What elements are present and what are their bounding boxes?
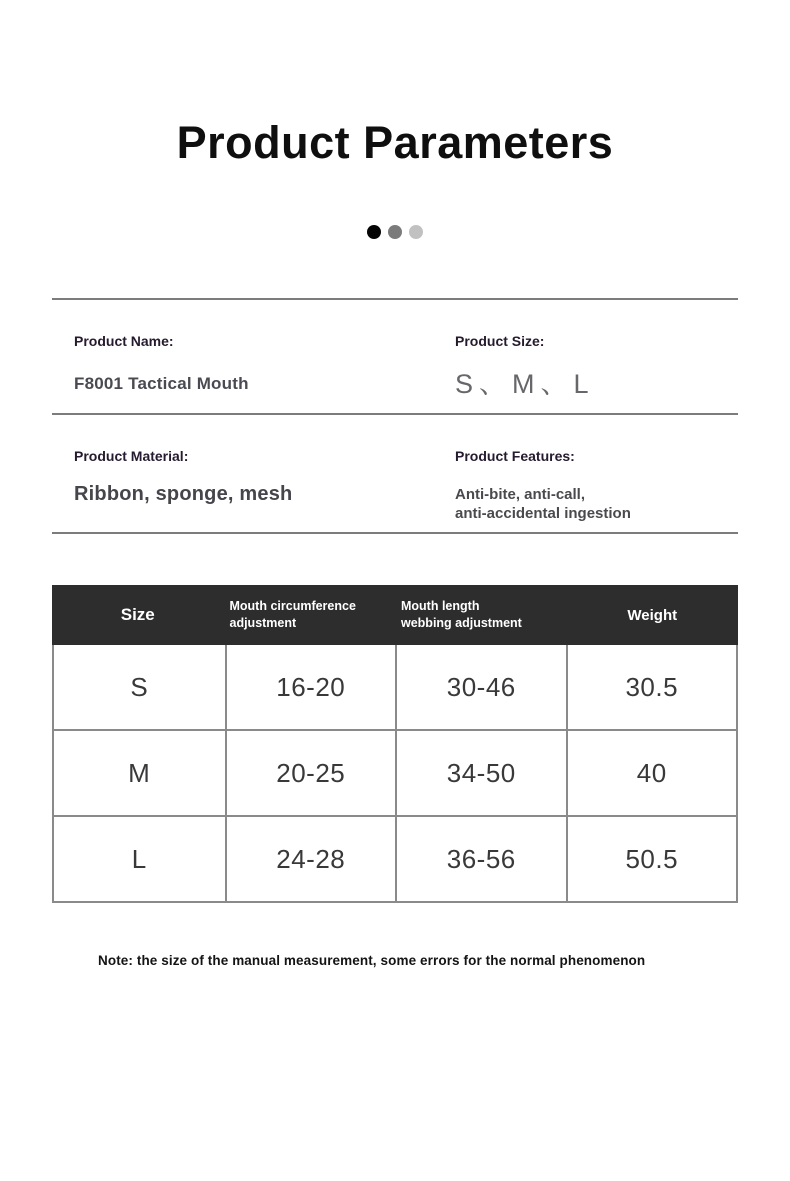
table-row-l: [54, 815, 736, 901]
cell-mouth-circumference: 16-20: [225, 645, 396, 729]
features-line-1: Anti-bite, anti-call,: [455, 486, 586, 503]
product-features-label: Product Features:: [455, 448, 575, 464]
size-table-body: [52, 645, 738, 903]
product-name-cell: [52, 300, 455, 413]
divider: [52, 532, 738, 534]
measurement-note: Note: the size of the manual measurement, some errors for the normal phenomenon: [98, 953, 646, 968]
material-features-row: [52, 415, 738, 532]
header-line: webbing adjustment: [401, 616, 522, 630]
features-line-2: anti-accidental ingestion: [455, 505, 631, 522]
product-features-cell: [455, 415, 738, 532]
carousel-dot[interactable]: [409, 225, 423, 239]
header-size: Size: [120, 605, 155, 624]
product-material-label: Product Material:: [74, 448, 189, 464]
cell-size: L: [131, 843, 147, 874]
product-size-label: Product Size:: [455, 333, 545, 349]
cell-weight: 50.5: [566, 817, 737, 901]
cell-size: M: [128, 757, 151, 788]
table-row-s: [54, 645, 736, 729]
spec-sections: [52, 298, 738, 903]
header-line: Mouth circumference: [229, 599, 356, 613]
cell-mouth-circumference: 24-28: [225, 817, 396, 901]
header-mouth-length: [395, 585, 567, 645]
carousel-dot-active[interactable]: [367, 225, 381, 239]
cell-size: S: [130, 671, 149, 702]
product-name-label: Product Name:: [74, 333, 174, 349]
name-size-row: [52, 300, 738, 413]
cell-mouth-length: 34-50: [395, 731, 566, 815]
product-size-cell: [455, 300, 738, 413]
cell-mouth-circumference: 20-25: [225, 731, 396, 815]
table-row-m: [54, 729, 736, 815]
cell-weight: 40: [566, 731, 737, 815]
cell-mouth-length: 30-46: [395, 645, 566, 729]
carousel-dot[interactable]: [388, 225, 402, 239]
product-name-value: F8001 Tactical Mouth: [74, 374, 249, 393]
size-table-header: [52, 585, 738, 645]
size-table: [52, 585, 738, 903]
product-material-value: Ribbon, sponge, mesh: [74, 483, 293, 505]
cell-weight: 30.5: [566, 645, 737, 729]
header-line: Mouth length: [401, 599, 480, 613]
header-mouth-circumference: [224, 585, 396, 645]
carousel-dots: [0, 225, 790, 239]
cell-mouth-length: 36-56: [395, 817, 566, 901]
header-line: adjustment: [229, 616, 297, 630]
product-material-cell: [52, 415, 455, 532]
header-weight: Weight: [627, 606, 678, 624]
page-title: Product Parameters: [176, 117, 614, 168]
product-size-value: S、M、L: [455, 369, 595, 399]
product-features-value: [455, 485, 738, 523]
